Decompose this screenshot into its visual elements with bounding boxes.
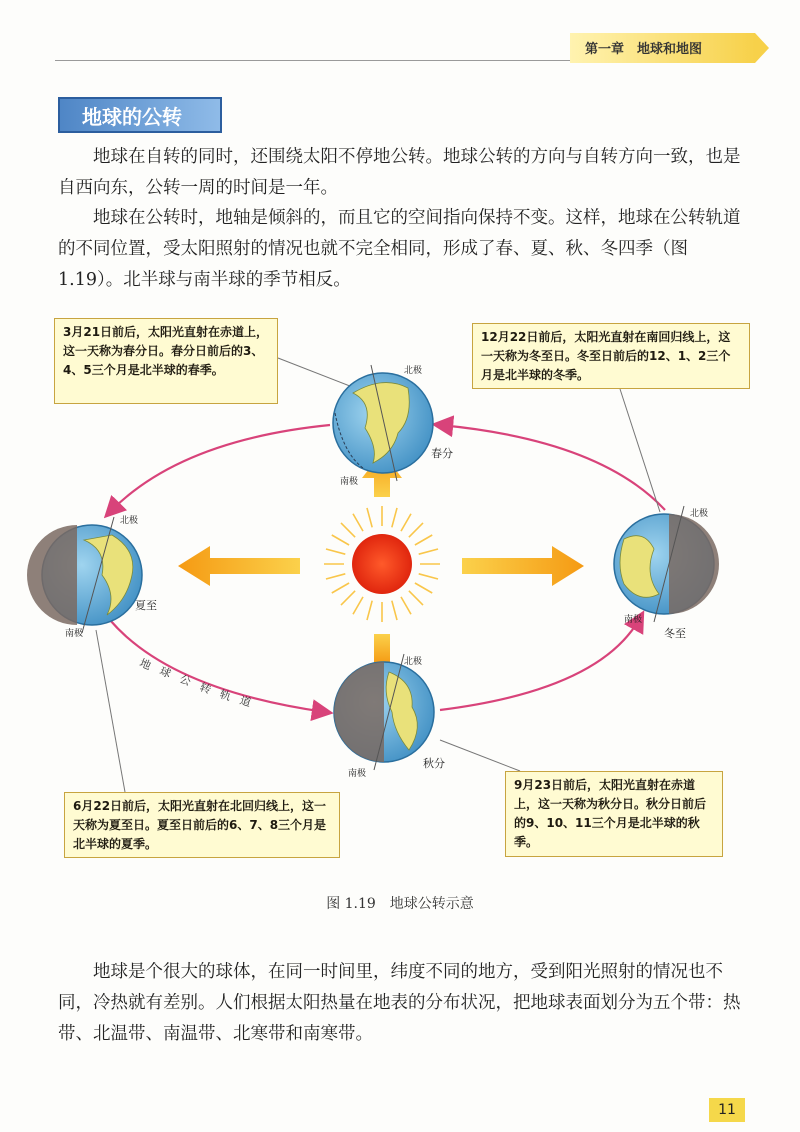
orbit-char: 轨 — [218, 687, 233, 704]
sunlight-arrow-left — [178, 546, 300, 586]
autumn-north-pole-label: 北极 — [404, 657, 423, 667]
autumn-note: 9月23日前后，太阳光直射在赤道上，这一天称为秋分日。秋分日前后的9、10、11三个月是北半球的秋季。 — [505, 771, 723, 857]
winter-note: 12月22日前后，太阳光直射在南回归线上，这一天称为冬至日。冬至日前后的12、1、2三个月是北半球的冬季。 — [472, 323, 750, 389]
summer-south-pole-label: 南极 — [65, 629, 84, 639]
sun-ray — [353, 514, 363, 531]
sun-ray — [341, 591, 355, 605]
orbit-char: 转 — [197, 680, 213, 697]
sun-ray — [341, 523, 355, 537]
paragraph-3: 地球是个很大的球体，在同一时间里，纬度不同的地方，受到阳光照射的情况也不同，冷热就有差别。人们根据太阳热量在地表的分布状况，把地球表面划分为五个带：热带、北温带、南温带、北寒带和南寒带。 — [58, 962, 741, 1044]
winter-north-pole-label: 北极 — [690, 509, 709, 519]
spring-north-pole-label: 北极 — [404, 366, 423, 376]
paragraph-1: 地球在自转的同时，还围绕太阳不停地公转。地球公转的方向与自转方向一致，也是自西向东，公转一周的时间是一年。 — [58, 147, 741, 198]
sunlight-arrow-right — [462, 546, 584, 586]
chapter-title: 第一章 地球和地图 — [585, 42, 703, 57]
sun-ray — [401, 514, 411, 531]
orbit-char: 道 — [238, 693, 253, 710]
orbit-char: 球 — [157, 664, 173, 681]
sun-ray — [392, 601, 397, 620]
paragraph-2: 地球在公转时，地轴是倾斜的，而且它的空间指向保持不变。这样，地球在公转轨道的不同位置，受太阳照射的情况也就不完全相同，形成了春、夏、秋、冬四季（图 1.19）。北半球与南半球的季节相反。 — [58, 208, 741, 290]
globe-spring — [333, 365, 433, 481]
globe-summer — [27, 517, 142, 633]
sun-ray — [419, 549, 438, 554]
sun-ray — [419, 574, 438, 579]
sun-ray — [332, 583, 349, 593]
sun-ray — [401, 597, 411, 614]
orbit-char: 公 — [177, 672, 193, 689]
figure-caption: 图 1.19 地球公转示意 — [326, 896, 474, 912]
spring-note: 3月21日前后，太阳光直射在赤道上，这一天称为春分日。春分日前后的3、4、5三个月是北半球的春季。 — [54, 318, 278, 404]
sun-ray — [367, 601, 372, 620]
sun-ray — [415, 535, 432, 545]
winter-solstice-label: 冬至 — [664, 627, 686, 640]
summer-note: 6月22日前后，太阳光直射在北回归线上，这一天称为夏至日。夏至日前后的6、7、8三个月是北半球的夏季。 — [64, 792, 340, 858]
sunlight-arrow-down — [374, 634, 390, 664]
spring-south-pole-label: 南极 — [340, 477, 359, 487]
sun-ray — [326, 549, 345, 554]
summer-solstice-label: 夏至 — [135, 599, 157, 612]
sun-ray — [332, 535, 349, 545]
sun-ray — [353, 597, 363, 614]
page-number: 11 — [709, 1098, 745, 1122]
summer-north-pole-label: 北极 — [120, 516, 139, 526]
autumn-equinox-label: 秋分 — [423, 757, 445, 770]
winter-south-pole-label: 南极 — [624, 615, 643, 625]
sun-ray — [409, 523, 423, 537]
orbit-char: 地 — [137, 656, 153, 673]
sun-ray — [409, 591, 423, 605]
sun — [352, 534, 412, 594]
sun-ray — [392, 508, 397, 527]
autumn-south-pole-label: 南极 — [348, 769, 367, 779]
section-title: 地球的公转 — [58, 97, 222, 133]
sun-ray — [367, 508, 372, 527]
globe-winter — [614, 506, 719, 622]
sun-ray — [326, 574, 345, 579]
spring-equinox-label: 春分 — [431, 447, 453, 460]
sun-ray — [415, 583, 432, 593]
globe-autumn — [334, 654, 434, 770]
